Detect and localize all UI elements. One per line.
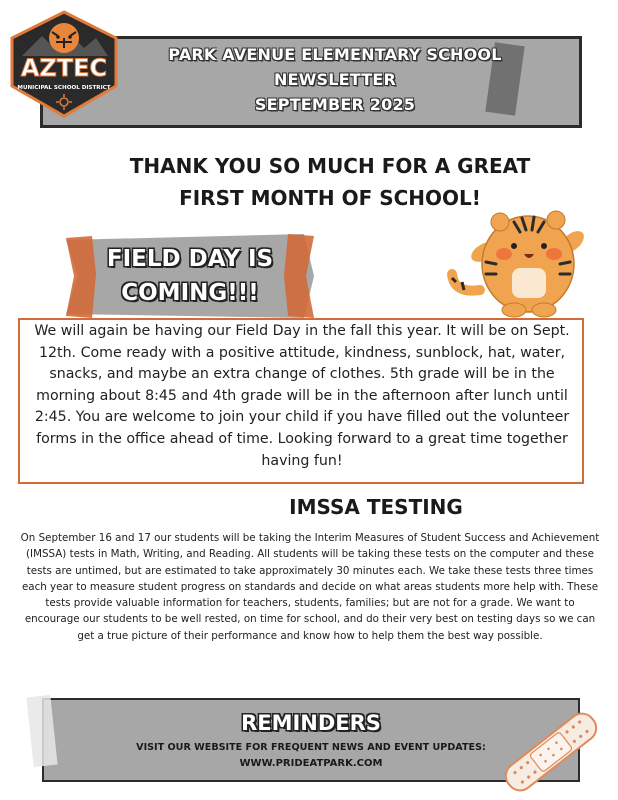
- tiger-tail: [452, 274, 480, 291]
- reminders-text: VISIT OUR WEBSITE FOR FREQUENT NEWS AND EVENT UPDATES:: [136, 742, 486, 753]
- field-day-title-line1: FIELD DAY IS: [106, 246, 274, 272]
- field-day-title-line2: COMING!!!: [121, 280, 259, 306]
- website-link[interactable]: WWW.PRIDEATPARK.COM: [239, 758, 383, 769]
- bandaid-decoration: [496, 704, 606, 800]
- thank-you-line2: FIRST MONTH OF SCHOOL!: [179, 186, 481, 210]
- newsletter-date: SEPTEMBER 2025: [254, 95, 416, 114]
- field-day-body: We will again be having our Field Day in the fall this year. It will be on Sept. 12th. Come ready with a positive attitude, kindness, sunblock, hat, water, snacks, and maybe an extra change of clothes. 5th grade will be in the morning about 8:45 and 4th grade will be in the afternoon after lunch until 2:45. You are welcome to join your child if you have filled out the volunteer forms in the office ahead of time. Looking forward to a great time together having fun!: [34, 323, 570, 469]
- imssa-body: On September 16 and 17 our students will be taking the Interim Measures of Student Success and Achievement (IMSSA) tests in Math, Writing, and Reading. All students will be taking these tests on the computer and these tests are untimed, but are estimated to take approximately 30 minutes each. We take these tests three times each year to measure student progress on standards and decide on what areas students more help with. These tests provide valuable information for teachers, students, families; but are not for a grade. We want to encourage our students to be well rested, on time for school, and do their very best on testing days so we can get a true picture of their performance and know how to help them the best way possible.: [20, 532, 600, 642]
- newsletter-label: NEWSLETTER: [273, 70, 397, 89]
- logo-subtext: MUNICIPAL SCHOOL DISTRICT: [17, 85, 111, 91]
- school-name: PARK AVENUE ELEMENTARY SCHOOL: [168, 45, 502, 64]
- newsletter-title: [110, 42, 560, 117]
- imssa-title: IMSSA TESTING: [289, 495, 463, 519]
- tiger-belly: [512, 268, 546, 298]
- field-day-title: [66, 242, 314, 310]
- reminders-title: REMINDERS: [241, 711, 381, 735]
- tiger-illustration: [444, 182, 606, 322]
- aztec-logo: [4, 8, 124, 120]
- logo-text: AZTEC: [20, 54, 108, 82]
- thank-you-line1: THANK YOU SO MUCH FOR A GREAT: [129, 154, 531, 178]
